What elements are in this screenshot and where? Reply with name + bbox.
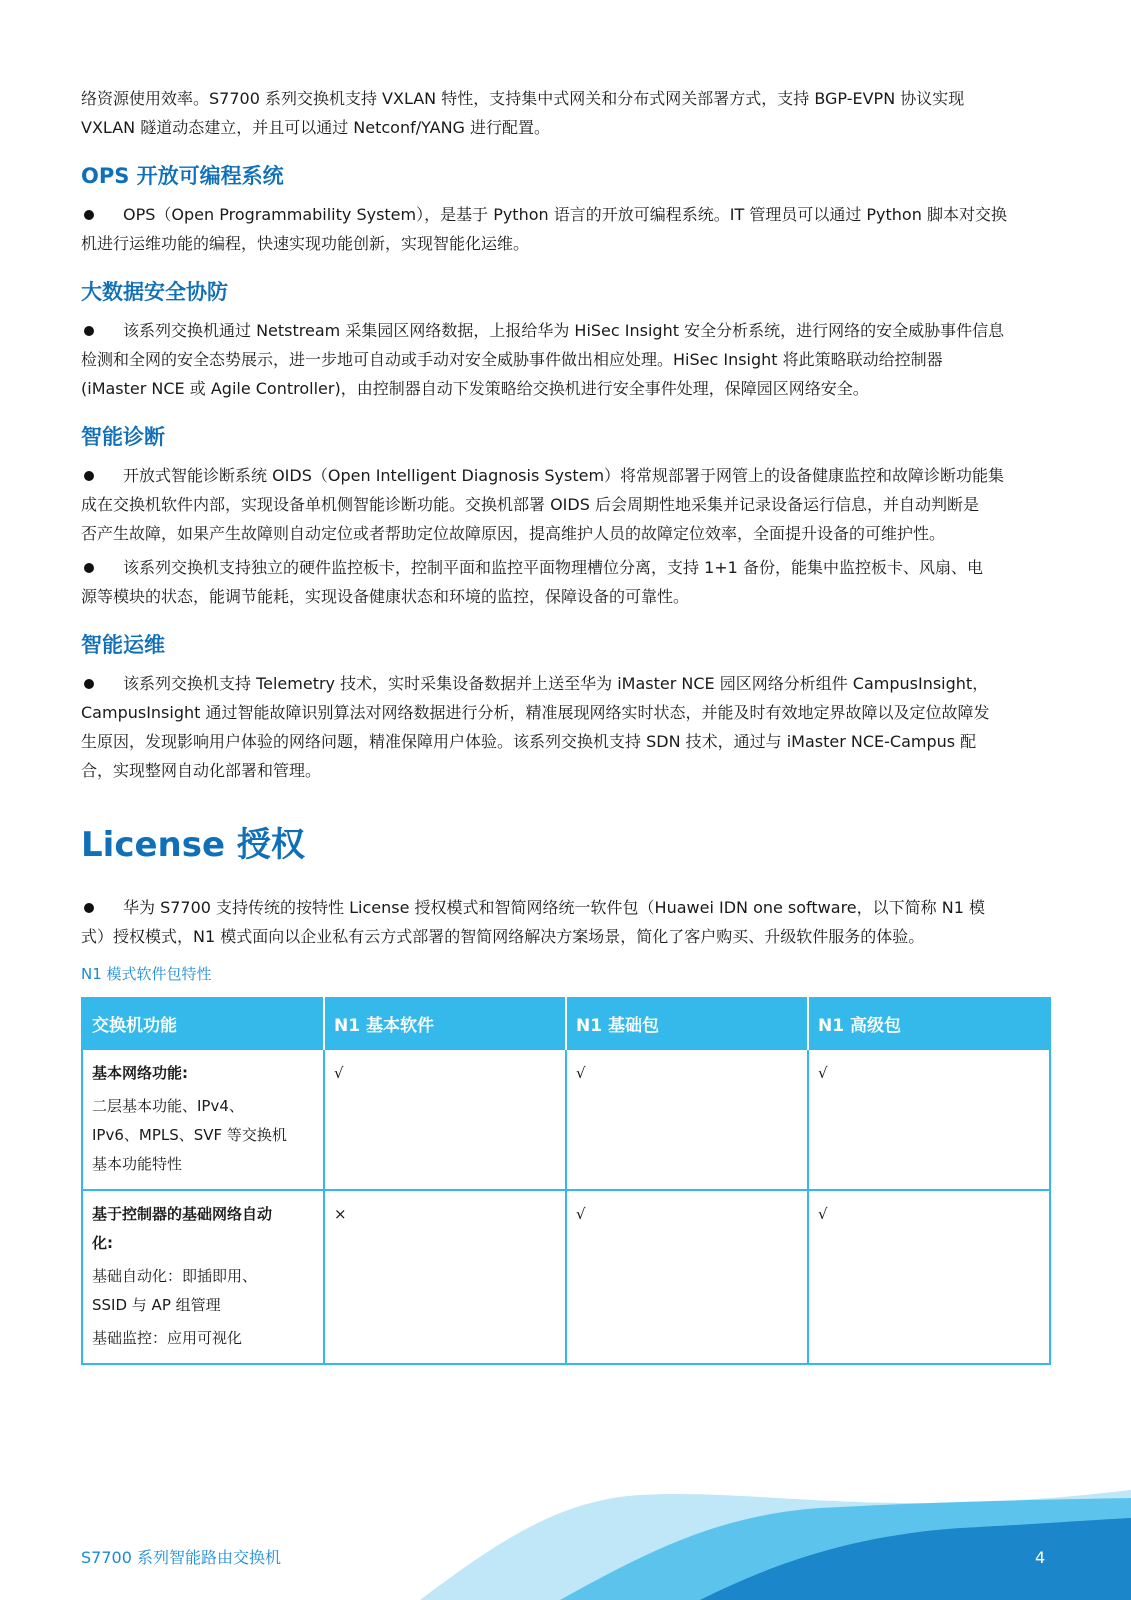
bullet-line: 生原因，发现影响用户体验的网络问题，精准保障用户体验。该系列交换机支持 SDN 技术，通过与 iMaster NCE-Campus 配 [81, 732, 977, 751]
bullet-line: CampusInsight 通过智能故障识别算法对网络数据进行分析，精准展现网络实时状态，并能及时有效地定界故障以及定位故障发 [81, 703, 990, 722]
section-heading-operations: 智能运维 [81, 633, 165, 657]
feature-detail: 基础监控：应用可视化 [92, 1329, 243, 1347]
document-page [81, 84, 1051, 1365]
intro-line-2: VXLAN 隧道动态建立，并且可以通过 Netconf/YANG 进行配置。 [81, 118, 551, 137]
table-cell-foundation: √ [566, 1190, 808, 1364]
license-heading: License 授权 [81, 825, 305, 865]
section-heading-diagnosis: 智能诊断 [81, 425, 165, 449]
table-cell-advanced: √ [808, 1190, 1050, 1364]
intro-line-1: 络资源使用效率。S7700 系列交换机支持 VXLAN 特性，支持集中式网关和分布式网关部署方式，支持 BGP-EVPN 协议实现 [81, 89, 965, 108]
feature-detail: 基本功能特性 [92, 1155, 183, 1173]
bullet-line: 机进行运维功能的编程，快速实现功能创新，实现智能化运维。 [81, 234, 530, 253]
feature-title: 基本网络功能: [92, 1064, 188, 1082]
section-heading-ops: OPS 开放可编程系统 [81, 164, 284, 188]
bullet-dot-icon [84, 326, 94, 336]
table-cell-basic: × [324, 1190, 566, 1364]
bullet-item [81, 461, 1051, 548]
bullet-line: 检测和全网的安全态势展示，进一步地可自动或手动对安全威胁事件做出相应处理。HiSec Insight 将此策略联动给控制器 [81, 350, 943, 369]
column-header-advanced: N1 高级包 [808, 998, 1050, 1049]
intro-paragraph [81, 84, 1051, 142]
bullet-item [81, 553, 1051, 611]
feature-detail: 二层基本功能、IPv4、 [92, 1097, 244, 1115]
bullet-item [81, 200, 1051, 258]
bullet-item [81, 316, 1051, 403]
feature-detail: SSID 与 AP 组管理 [92, 1296, 221, 1314]
feature-detail: 基础自动化：即插即用、 [92, 1267, 258, 1285]
bullet-dot-icon [84, 679, 94, 689]
bullet-line: 成在交换机软件内部，实现设备单机侧智能诊断功能。交换机部署 OIDS 后会周期性地采集并记录设备运行信息，并自动判断是 [81, 495, 979, 514]
bullet-item [81, 669, 1051, 785]
table-row [82, 1190, 1050, 1364]
bullet-dot-icon [84, 903, 94, 913]
bullet-line: 否产生故障，如果产生故障则自动定位或者帮助定位故障原因，提高维护人员的故障定位效率，全面提升设备的可维护性。 [81, 524, 946, 543]
table-cell-function [82, 1049, 324, 1190]
bullet-line: 该系列交换机支持 Telemetry 技术，实时采集设备数据并上送至华为 iMaster NCE 园区网络分析组件 CampusInsight， [123, 674, 989, 693]
bullet-line: 该系列交换机通过 Netstream 采集园区网络数据，上报给华为 HiSec Insight 安全分析系统，进行网络的安全威胁事件信息 [123, 321, 1005, 340]
table-caption: N1 模式软件包特性 [81, 965, 212, 983]
bullet-line: 开放式智能诊断系统 OIDS（Open Intelligent Diagnosis System）将常规部署于网管上的设备健康监控和故障诊断功能集 [123, 466, 1005, 485]
table-cell-advanced: √ [808, 1049, 1050, 1190]
column-header-foundation: N1 基础包 [566, 998, 808, 1049]
bullet-line: 源等模块的状态，能调节能耗，实现设备健康状态和环境的监控，保障设备的可靠性。 [81, 587, 690, 606]
bullet-line: 该系列交换机支持独立的硬件监控板卡，控制平面和监控平面物理槽位分离，支持 1+1 备份，能集中监控板卡、风扇、电 [123, 558, 983, 577]
table-row [82, 1049, 1050, 1190]
license-bullet [81, 893, 1051, 951]
bullet-line: (iMaster NCE 或 Agile Controller)，由控制器自动下发策略给交换机进行安全事件处理，保障园区网络安全。 [81, 379, 869, 398]
footer-title: S7700 系列智能路由交换机 [81, 1548, 281, 1567]
footer-wave-decoration [0, 1480, 1131, 1600]
table-cell-basic: √ [324, 1049, 566, 1190]
bullet-line: 华为 S7700 支持传统的按特性 License 授权模式和智简网络统一软件包（Huawei IDN one software，以下简称 N1 模 [123, 898, 985, 917]
bullet-dot-icon [84, 210, 94, 220]
feature-title: 基于控制器的基础网络自动 [92, 1205, 273, 1223]
bullet-dot-icon [84, 563, 94, 573]
feature-detail: IPv6、MPLS、SVF 等交换机 [92, 1126, 287, 1144]
bullet-line: OPS（Open Programmability System），是基于 Python 语言的开放可编程系统。IT 管理员可以通过 Python 脚本对交换 [123, 205, 1007, 224]
table-header-row [82, 998, 1050, 1049]
bullet-dot-icon [84, 471, 94, 481]
column-header-basic: N1 基本软件 [324, 998, 566, 1049]
table-cell-function [82, 1190, 324, 1364]
column-header-function: 交换机功能 [82, 998, 324, 1049]
table-cell-foundation: √ [566, 1049, 808, 1190]
bullet-line: 合，实现整网自动化部署和管理。 [81, 761, 322, 780]
bullet-line: 式）授权模式，N1 模式面向以企业私有云方式部署的智简网络解决方案场景，简化了客户购买、升级软件服务的体验。 [81, 927, 925, 946]
page-number: 4 [1035, 1548, 1046, 1567]
n1-feature-table [81, 997, 1051, 1365]
section-heading-security: 大数据安全协防 [81, 280, 228, 304]
feature-title-cont: 化: [92, 1234, 113, 1252]
